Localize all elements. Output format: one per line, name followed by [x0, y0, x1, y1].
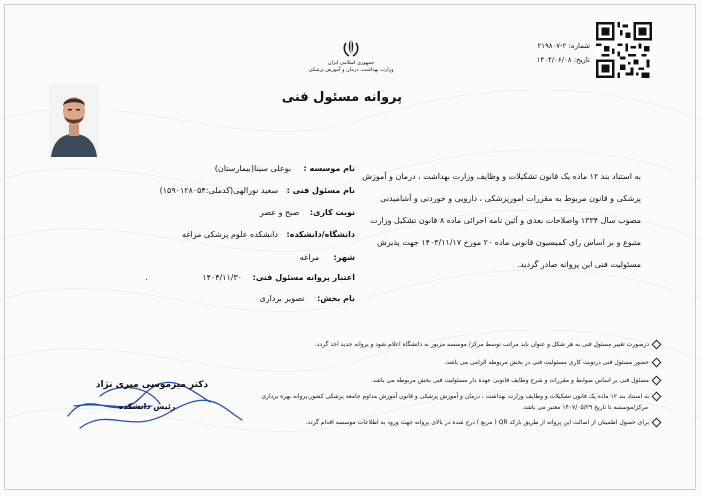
validity-dot: .: [145, 273, 148, 282]
note-text-5: مرکز/موسسه تا تاریخ ۱۴۰۷/۰۵/۲۹ معتبر می باشد.: [521, 404, 648, 411]
validity-value: ۱۴۰۴/۱۱/۳۰: [202, 273, 243, 282]
note-text-3: مسئول فنی بر اساس ضوابط و مقررات و شرح وظایف قانونی عهده دار مسئولیت فنی بخش مربوطه می باشد.: [370, 377, 649, 384]
body-line-1: به استناد بند ۱۲ ماده یک قانون تشکیلات و وظایف وزارت بهداشت ، درمان و آموزش: [362, 172, 641, 181]
date-label: تاریخ:: [573, 56, 590, 64]
number-row: [520, 42, 590, 50]
field-validity: [145, 273, 355, 282]
emblem-line-2: وزارت بهداشت، درمان و آموزش پزشکی: [308, 67, 394, 73]
shift-value: صبح و عصر: [259, 208, 300, 217]
iran-emblem-icon: [341, 37, 361, 59]
person-photo-icon: [49, 84, 99, 157]
institution-label: نام موسسه :: [303, 164, 355, 173]
department-label: نام بخش:: [317, 294, 355, 303]
note-item: [230, 341, 660, 359]
field-shift: [150, 208, 355, 217]
validity-label: اعتبار پروانه مسئول فنی:: [252, 273, 355, 282]
date-value: ۱۴۰۴/۰۶/۰۸: [536, 56, 572, 64]
university-label: دانشگاه/دانشکده:: [286, 230, 355, 239]
shift-label: نوبت کاری:: [309, 208, 355, 217]
signatory-title: رئیس دانشکده: [118, 402, 176, 411]
note-item: [230, 393, 660, 404]
emblem-line-1: جمهوری اسلامی ایران: [327, 60, 375, 66]
field-institution: [150, 164, 355, 173]
city-value: مراغه: [299, 253, 320, 262]
person-photo: [49, 84, 99, 157]
note-item: [230, 377, 660, 393]
body-line-5: مسئولیت فنی این پروانه صادر گردید.: [517, 260, 641, 269]
note-continuation: [230, 404, 660, 419]
diamond-bullet-icon: [652, 418, 662, 428]
field-city: [150, 253, 355, 262]
note-item: [230, 359, 660, 377]
emblem-caption: [300, 60, 402, 74]
note-text-2: حضور مسئول فنی درنوبت کاری مسئولیت فنی در بخش مربوطه الزامی می باشد.: [444, 359, 649, 366]
field-university: [150, 230, 355, 239]
responsible-label: نام مسئول فنی :: [286, 186, 355, 195]
body-line-4: متبوع و بر اساس رای کمیسیون قانونی ماده ۲۰ مورخ ۱۴۰۳/۱۱/۱۷ جهت پذیرش: [376, 238, 641, 247]
legal-paragraph: [362, 166, 641, 276]
responsible-value: سعید نورالهی(کدملی:۱۵۹۰۱۲۸۰۵۴): [159, 186, 279, 195]
diamond-bullet-icon: [652, 358, 662, 368]
notes-list: [230, 341, 660, 431]
diamond-bullet-icon: [652, 340, 662, 350]
department-value: تصویر برداری: [259, 294, 305, 303]
field-responsible: [150, 186, 355, 195]
note-text-6: برای حصول اطمینان از اصالت این پروانه از طریق بارکد QR ( مربع ) درج شده در بالای پروانه جهت ورود به اطلاعات موسسه اقدام گردد.: [305, 419, 649, 426]
field-department: [150, 294, 355, 303]
diamond-bullet-icon: [652, 392, 662, 402]
university-value: دانشکده علوم پزشکی مراغه: [182, 230, 278, 239]
number-label: شماره:: [568, 42, 590, 50]
note-text-1: درصورت تغییر مسئول فنی به هر شکل و عنوان باید مراتب توسط مرکز/ موسسه مزبور به دانشگاه اعلام شود و پروانه جدید اخذ گردد.: [314, 341, 649, 348]
city-label: شهر:: [333, 253, 355, 262]
note-text-4: به استناد بند ۱۲ ماده یک قانون تشکیلات و وظایف وزارت بهداشت ، درمان و آموزش پزشکی و قانون آموزش مداوم جامعه پزشکی کشور،پروانه بهره برداری: [261, 393, 649, 400]
date-row: [520, 56, 590, 64]
diamond-bullet-icon: [652, 376, 662, 386]
number-value: ۲-۲۱۹۸۰۷: [537, 42, 567, 50]
institution-value: بوعلی سینا(بیمارستان): [214, 164, 291, 173]
body-line-2: پزشکی و قانون مربوط به مقررات امورپزشکی ، دارویی و خوردنی و آشامیدنی: [380, 194, 641, 203]
page-title: پروانه مسئول فنی: [281, 90, 402, 105]
signatory-name: دکتر میرموسی میری نژاد: [95, 380, 209, 390]
body-line-3: مصوب سال ۱۳۳۴ واصلاحات بعدی و آئین نامه اجرائی ماده ۸ قانون تشکیل وزارت: [370, 216, 641, 225]
qr-code-icon: [596, 22, 652, 78]
note-item: [230, 419, 660, 431]
